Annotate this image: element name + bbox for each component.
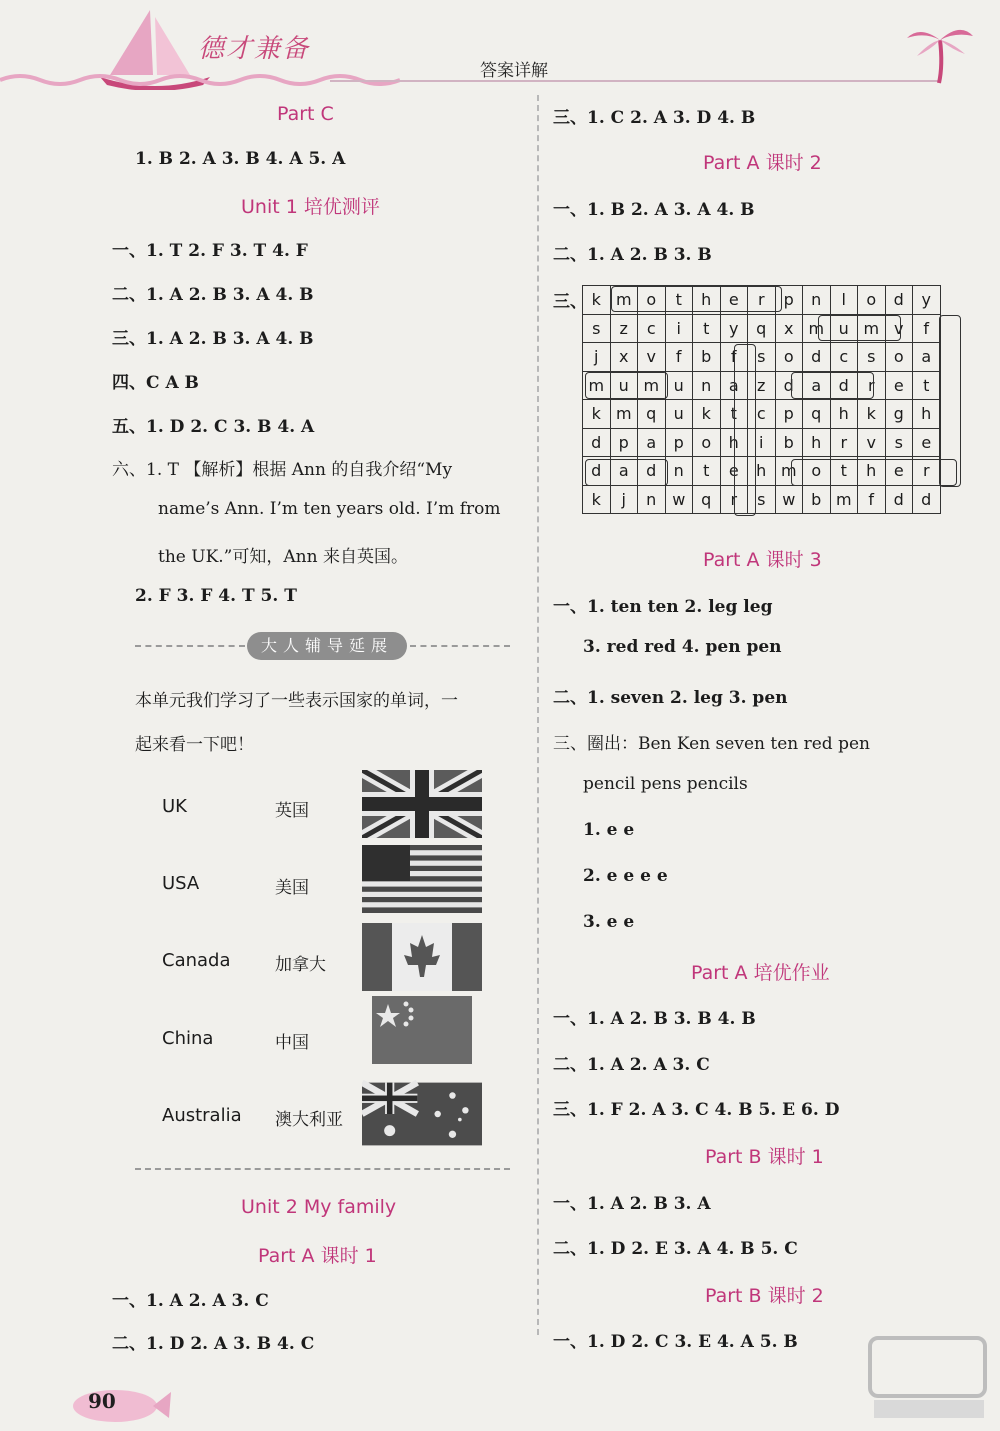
section-heading-part-c: Part C	[277, 103, 334, 125]
grid-cell: q	[693, 485, 721, 514]
grid-cell: w	[665, 485, 693, 514]
section-heading-unit1: Unit 1 培优测评	[241, 196, 380, 218]
answer-line: 一、1. A 2. B 3. A	[553, 1194, 711, 1214]
grid-cell: x	[775, 314, 803, 343]
grid-cell: m	[803, 314, 831, 343]
grid-cell: v	[885, 314, 913, 343]
page-header	[0, 0, 1000, 90]
explanation-line: 六、1. T 【解析】根据 Ann 的自我介绍“My	[112, 460, 453, 480]
country-name-cn: 加拿大	[275, 955, 326, 975]
word-box-mum	[585, 372, 668, 399]
answer-line: 2. e e e e	[583, 866, 668, 886]
grid-cell: p	[610, 428, 638, 457]
grid-cell: d	[803, 343, 831, 372]
grid-cell: k	[583, 485, 611, 514]
grid-cell: v	[858, 428, 886, 457]
grid-cell: n	[665, 457, 693, 486]
grid-cell: q	[748, 314, 776, 343]
header-title: 答案详解	[480, 61, 548, 81]
grid-cell: o	[638, 286, 666, 315]
answer-line: 一、1. B 2. A 3. A 4. B	[553, 200, 755, 220]
word-box-father	[939, 315, 961, 487]
answer-line: pencil pens pencils	[583, 774, 748, 794]
grid-cell: o	[803, 457, 831, 486]
grid-cell: t	[693, 457, 721, 486]
watermark-logo-icon	[860, 1330, 995, 1425]
column-divider	[537, 95, 539, 1335]
uk-flag-icon	[362, 770, 482, 838]
grid-cell: o	[775, 343, 803, 372]
answer-line: 三、1. F 2. A 3. C 4. B 5. E 6. D	[553, 1100, 840, 1120]
grid-cell: a	[638, 428, 666, 457]
grid-cell: r	[913, 457, 941, 486]
explanation-line: name’s Ann. I’m ten years old. I’m from	[158, 499, 501, 519]
grid-cell: m	[858, 314, 886, 343]
word-box-father	[734, 344, 756, 516]
answer-line: 三、1. A 2. B 3. A 4. B	[112, 329, 314, 349]
grid-cell: r	[858, 371, 886, 400]
grid-cell: s	[885, 428, 913, 457]
grid-cell: n	[803, 286, 831, 315]
grid-cell: r	[830, 428, 858, 457]
australia-flag-icon	[362, 1080, 482, 1148]
grid-cell: d	[775, 371, 803, 400]
grid-cell: d	[885, 485, 913, 514]
grid-cell: m	[830, 485, 858, 514]
answer-line: 四、C A B	[112, 373, 199, 393]
word-box-mother	[791, 459, 957, 486]
grid-cell: k	[693, 400, 721, 429]
section-heading-part-a-hw: Part A 培优作业	[691, 962, 830, 984]
grid-cell: k	[858, 400, 886, 429]
grid-cell: q	[638, 400, 666, 429]
grid-cell: a	[610, 457, 638, 486]
canada-flag-icon	[362, 923, 482, 991]
grid-cell: t	[913, 371, 941, 400]
header-rule	[330, 80, 940, 82]
grid-cell: u	[665, 371, 693, 400]
grid-cell: d	[913, 485, 941, 514]
answer-line: 二、1. D 2. A 3. B 4. C	[112, 1334, 315, 1354]
grid-cell: m	[583, 371, 611, 400]
grid-cell: t	[693, 314, 721, 343]
grid-cell: f	[858, 485, 886, 514]
grid-cell: e	[885, 457, 913, 486]
section-heading-part-a1: Part A 课时 1	[258, 1245, 377, 1267]
word-box-dad	[791, 372, 874, 399]
grid-cell: u	[665, 400, 693, 429]
grid-cell: m	[638, 371, 666, 400]
grid-cell: s	[748, 485, 776, 514]
answer-line: 一、1. T 2. F 3. T 4. F	[112, 241, 308, 261]
extension-banner: 大人辅导延展	[247, 632, 407, 660]
word-box-mum	[818, 315, 901, 341]
china-flag-icon	[362, 996, 482, 1064]
grid-cell: i	[665, 314, 693, 343]
answer-line: 一、1. A 2. A 3. C	[112, 1291, 269, 1311]
grid-cell: s	[583, 314, 611, 343]
section-heading-part-a2: Part A 课时 2	[703, 152, 822, 174]
answer-line: 二、1. A 2. B 3. A 4. B	[112, 285, 314, 305]
grid-cell: q	[803, 400, 831, 429]
grid-row	[583, 400, 941, 429]
grid-cell: t	[665, 286, 693, 315]
grid-cell: n	[638, 485, 666, 514]
grid-cell: t	[830, 457, 858, 486]
grid-cell: a	[803, 371, 831, 400]
answer-line: 3. red red 4. pen pen	[583, 637, 782, 657]
section-heading-part-a3: Part A 课时 3	[703, 549, 822, 571]
grid-cell: e	[720, 457, 748, 486]
grid-cell: o	[885, 343, 913, 372]
grid-cell: g	[885, 400, 913, 429]
grid-cell: f	[913, 314, 941, 343]
answer-line: 三、1. C 2. A 3. D 4. B	[553, 108, 756, 128]
page-number-badge-icon	[65, 1378, 175, 1426]
grid-cell: c	[748, 400, 776, 429]
grid-cell: o	[693, 428, 721, 457]
grid-cell: p	[775, 400, 803, 429]
grid-cell: l	[830, 286, 858, 315]
grid-cell: b	[775, 428, 803, 457]
grid-cell: v	[638, 343, 666, 372]
grid-cell: e	[720, 286, 748, 315]
country-name: Australia	[162, 1105, 242, 1126]
grid-cell: h	[858, 457, 886, 486]
grid-cell: f	[720, 343, 748, 372]
grid-cell: y	[913, 286, 941, 315]
country-name-cn: 澳大利亚	[275, 1110, 343, 1130]
country-name-cn: 美国	[275, 878, 309, 898]
answer-line: 一、1. A 2. B 3. B 4. B	[553, 1009, 756, 1029]
palm-tree-icon	[905, 20, 975, 85]
grid-cell: d	[583, 428, 611, 457]
country-name: China	[162, 1028, 214, 1049]
grid-cell: m	[775, 457, 803, 486]
extension-intro: 本单元我们学习了一些表示国家的单词，一	[135, 691, 458, 711]
answer-line: 二、1. seven 2. leg 3. pen	[553, 688, 788, 708]
country-name: UK	[162, 796, 187, 817]
grid-row	[583, 343, 941, 372]
grid-cell: r	[748, 286, 776, 315]
answer-line: 二、1. A 2. A 3. C	[553, 1055, 710, 1075]
country-name-cn: 英国	[275, 801, 309, 821]
grid-cell: t	[720, 400, 748, 429]
grid-cell: i	[748, 428, 776, 457]
grid-cell: e	[913, 428, 941, 457]
grid-cell: z	[748, 371, 776, 400]
grid-cell: h	[693, 286, 721, 315]
grid-cell: h	[913, 400, 941, 429]
section-heading-unit2: Unit 2 My family	[241, 1196, 397, 1218]
section-heading-part-b2: Part B 课时 2	[705, 1285, 824, 1307]
answer-line: 五、1. D 2. C 3. B 4. A	[112, 417, 315, 437]
answer-line: 二、1. D 2. E 3. A 4. B 5. C	[553, 1239, 798, 1259]
grid-cell: d	[830, 371, 858, 400]
grid-cell: h	[830, 400, 858, 429]
answer-line: 2. F 3. F 4. T 5. T	[135, 586, 297, 606]
grid-cell: m	[610, 286, 638, 315]
grid-cell: y	[720, 314, 748, 343]
answer-line: 二、1. A 2. B 3. B	[553, 245, 712, 265]
grid-cell: u	[610, 371, 638, 400]
grid-cell: c	[830, 343, 858, 372]
section-divider	[135, 1168, 510, 1170]
grid-row	[583, 428, 941, 457]
grid-cell: r	[720, 485, 748, 514]
wave-decoration	[0, 70, 400, 86]
grid-label: 三、	[553, 292, 587, 312]
country-name-cn: 中国	[275, 1033, 309, 1053]
brand-logo-text: 德才兼备	[198, 34, 311, 64]
grid-cell: h	[803, 428, 831, 457]
extension-intro: 起来看一下吧！	[135, 735, 254, 755]
grid-cell: d	[583, 457, 611, 486]
grid-cell: a	[720, 371, 748, 400]
word-box-mother	[611, 286, 782, 312]
grid-cell: p	[665, 428, 693, 457]
usa-flag-icon	[362, 845, 482, 913]
grid-cell: b	[693, 343, 721, 372]
grid-cell: k	[583, 286, 611, 315]
country-name: USA	[162, 873, 200, 894]
grid-cell: j	[610, 485, 638, 514]
grid-cell: w	[775, 485, 803, 514]
grid-cell: n	[693, 371, 721, 400]
country-name: Canada	[162, 950, 231, 971]
grid-cell: x	[610, 343, 638, 372]
grid-cell: s	[858, 343, 886, 372]
page-number: 90	[88, 1389, 116, 1413]
grid-cell: h	[720, 428, 748, 457]
grid-cell: d	[885, 286, 913, 315]
divider-left	[135, 645, 245, 647]
grid-cell: k	[583, 400, 611, 429]
grid-row	[583, 485, 941, 514]
grid-cell: b	[803, 485, 831, 514]
answer-line: 1. e e	[583, 820, 635, 840]
grid-cell: d	[638, 457, 666, 486]
answer-line: 一、1. ten ten 2. leg leg	[553, 597, 773, 617]
grid-cell: e	[885, 371, 913, 400]
answer-line: 1. B 2. A 3. B 4. A 5. A	[135, 149, 346, 169]
answer-line: 3. e e	[583, 912, 635, 932]
grid-cell: p	[775, 286, 803, 315]
grid-cell: f	[665, 343, 693, 372]
divider-right	[410, 645, 510, 647]
grid-cell: c	[638, 314, 666, 343]
grid-cell: z	[610, 314, 638, 343]
explanation-line: the UK.”可知，Ann 来自英国。	[158, 547, 408, 567]
grid-cell: a	[913, 343, 941, 372]
answer-line: 三、圈出：Ben Ken seven ten red pen	[553, 734, 870, 754]
section-heading-part-b1: Part B 课时 1	[705, 1146, 824, 1168]
grid-cell: o	[858, 286, 886, 315]
grid-cell: j	[583, 343, 611, 372]
grid-cell: u	[830, 314, 858, 343]
word-box-dad	[585, 459, 668, 486]
grid-cell: m	[610, 400, 638, 429]
answer-line: 一、1. D 2. C 3. E 4. A 5. B	[553, 1332, 798, 1352]
grid-cell: s	[748, 343, 776, 372]
grid-cell: h	[748, 457, 776, 486]
